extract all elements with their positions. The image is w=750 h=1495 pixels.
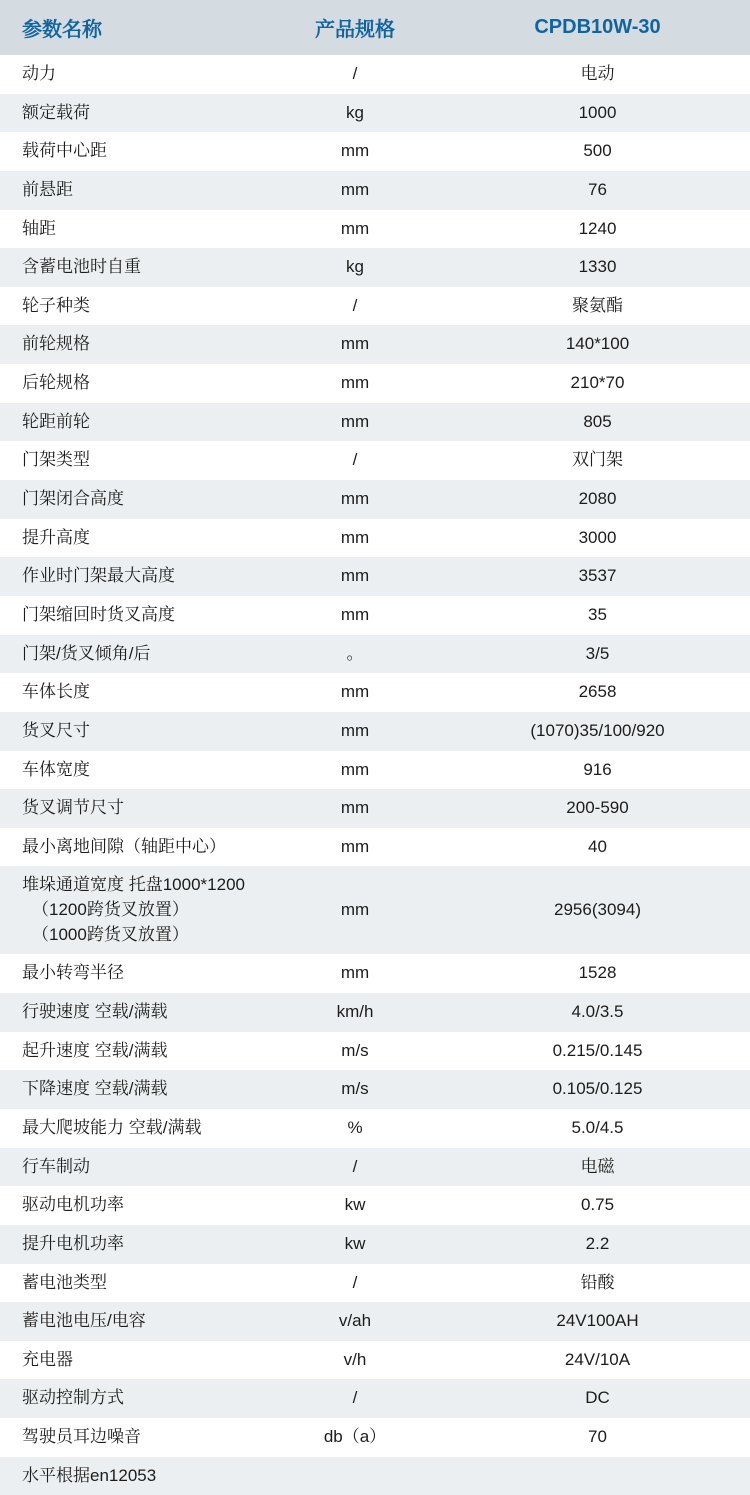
table-body (0, 55, 750, 1495)
cell-value: 210*70 (445, 364, 750, 403)
cell-unit: mm (265, 751, 445, 790)
cell-parameter-name: 最小转弯半径 (0, 954, 265, 993)
cell-value: 聚氨酯 (445, 287, 750, 326)
cell-unit: v/h (265, 1341, 445, 1380)
cell-parameter-name: 额定载荷 (0, 94, 265, 133)
cell-unit: mm (265, 480, 445, 519)
cell-parameter-name: 含蓄电池时自重 (0, 248, 265, 287)
cell-unit: mm (265, 673, 445, 712)
cell-value: 35 (445, 596, 750, 635)
cell-value: 0.105/0.125 (445, 1070, 750, 1109)
table-row (0, 248, 750, 287)
cell-parameter-name: 门架闭合高度 (0, 480, 265, 519)
cell-value: 200-590 (445, 789, 750, 828)
table-row (0, 441, 750, 480)
column-header-model: CPDB10W-30 (445, 0, 750, 55)
cell-unit: mm (265, 210, 445, 249)
cell-value: 916 (445, 751, 750, 790)
table-row (0, 210, 750, 249)
cell-unit: mm (265, 325, 445, 364)
cell-unit: mm (265, 519, 445, 558)
cell-parameter-name-line: 堆垛通道宽度 托盘1000*1200 (22, 875, 245, 895)
table-row (0, 557, 750, 596)
cell-parameter-name: 蓄电池电压/电容 (0, 1302, 265, 1341)
cell-parameter-name: 起升速度 空载/满载 (0, 1032, 265, 1071)
cell-unit: mm (265, 557, 445, 596)
cell-unit: mm (265, 403, 445, 442)
cell-unit: / (265, 1148, 445, 1187)
cell-unit: kw (265, 1225, 445, 1264)
cell-value: 500 (445, 132, 750, 171)
table-row (0, 94, 750, 133)
cell-value: 2956(3094) (445, 866, 750, 954)
cell-unit: v/ah (265, 1302, 445, 1341)
cell-parameter-name: 动力 (0, 55, 265, 94)
cell-parameter-name: 载荷中心距 (0, 132, 265, 171)
cell-parameter-name: 驾驶员耳边噪音 (0, 1418, 265, 1457)
cell-unit: / (265, 441, 445, 480)
cell-unit: 。 (265, 635, 445, 674)
table-row (0, 403, 750, 442)
cell-value: 4.0/3.5 (445, 993, 750, 1032)
table-row (0, 751, 750, 790)
cell-parameter-name: 行驶速度 空载/满载 (0, 993, 265, 1032)
table-row (0, 287, 750, 326)
cell-value: 5.0/4.5 (445, 1109, 750, 1148)
cell-unit: mm (265, 712, 445, 751)
cell-value: 铅酸 (445, 1264, 750, 1303)
cell-unit: m/s (265, 1032, 445, 1071)
table-row (0, 1225, 750, 1264)
cell-parameter-name: 提升电机功率 (0, 1225, 265, 1264)
cell-value: 电磁 (445, 1148, 750, 1187)
cell-parameter-name-line: （1200跨货叉放置） (32, 900, 189, 920)
cell-unit: mm (265, 171, 445, 210)
cell-value: 3537 (445, 557, 750, 596)
cell-parameter-name: 充电器 (0, 1341, 265, 1380)
cell-unit: km/h (265, 993, 445, 1032)
cell-parameter-name: 轮子种类 (0, 287, 265, 326)
cell-parameter-name: 车体长度 (0, 673, 265, 712)
cell-unit (265, 1457, 445, 1495)
cell-parameter-name: 行车制动 (0, 1148, 265, 1187)
cell-parameter-name: 后轮规格 (0, 364, 265, 403)
table-row (0, 789, 750, 828)
table-row (0, 480, 750, 519)
cell-parameter-name (0, 866, 265, 954)
cell-parameter-name: 轴距 (0, 210, 265, 249)
cell-parameter-name-line: （1000跨货叉放置） (32, 924, 189, 944)
table-row (0, 325, 750, 364)
cell-value: 76 (445, 171, 750, 210)
cell-value: 双门架 (445, 441, 750, 480)
cell-value: 2080 (445, 480, 750, 519)
table-row (0, 1070, 750, 1109)
cell-parameter-name: 货叉尺寸 (0, 712, 265, 751)
table-row (0, 132, 750, 171)
table-header (0, 0, 750, 55)
table-row (0, 673, 750, 712)
column-header-product-spec: 产品规格 (265, 0, 445, 55)
table-row (0, 1418, 750, 1457)
table-row (0, 828, 750, 867)
table-row (0, 519, 750, 558)
cell-unit: kg (265, 248, 445, 287)
cell-unit: / (265, 55, 445, 94)
cell-parameter-name: 车体宽度 (0, 751, 265, 790)
table-row (0, 171, 750, 210)
table-row (0, 712, 750, 751)
table-row (0, 596, 750, 635)
table-header-row (0, 0, 750, 55)
cell-value: 2.2 (445, 1225, 750, 1264)
cell-value: 2658 (445, 673, 750, 712)
cell-unit: % (265, 1109, 445, 1148)
table-row (0, 1457, 750, 1495)
cell-parameter-name: 最大爬坡能力 空载/满载 (0, 1109, 265, 1148)
cell-value: 1000 (445, 94, 750, 133)
cell-value: 0.75 (445, 1186, 750, 1225)
cell-parameter-name: 门架/货叉倾角/后 (0, 635, 265, 674)
cell-value: 0.215/0.145 (445, 1032, 750, 1071)
table-row (0, 1032, 750, 1071)
cell-parameter-name: 门架缩回时货叉高度 (0, 596, 265, 635)
table-row (0, 866, 750, 954)
cell-unit: mm (265, 828, 445, 867)
cell-value: 3000 (445, 519, 750, 558)
cell-value: 24V/10A (445, 1341, 750, 1380)
cell-value: 1528 (445, 954, 750, 993)
table-row (0, 1302, 750, 1341)
table-row (0, 954, 750, 993)
cell-unit: kw (265, 1186, 445, 1225)
cell-unit: mm (265, 596, 445, 635)
cell-value: DC (445, 1379, 750, 1418)
table-row (0, 635, 750, 674)
cell-parameter-name: 水平根据en12053 (0, 1457, 265, 1495)
cell-parameter-name: 前悬距 (0, 171, 265, 210)
table-row (0, 1379, 750, 1418)
cell-parameter-name: 蓄电池类型 (0, 1264, 265, 1303)
table-row (0, 1109, 750, 1148)
cell-value: 140*100 (445, 325, 750, 364)
cell-unit: / (265, 1264, 445, 1303)
table-row (0, 1264, 750, 1303)
cell-unit: mm (265, 789, 445, 828)
cell-parameter-name: 门架类型 (0, 441, 265, 480)
cell-parameter-name: 驱动控制方式 (0, 1379, 265, 1418)
column-header-parameter-name: 参数名称 (0, 0, 265, 55)
table-row (0, 1341, 750, 1380)
cell-value (445, 1457, 750, 1495)
cell-unit: db（a） (265, 1418, 445, 1457)
cell-parameter-name: 作业时门架最大高度 (0, 557, 265, 596)
cell-parameter-name: 轮距前轮 (0, 403, 265, 442)
cell-value: 3/5 (445, 635, 750, 674)
cell-unit: / (265, 1379, 445, 1418)
cell-value: 电动 (445, 55, 750, 94)
cell-value: 70 (445, 1418, 750, 1457)
cell-value: 24V100AH (445, 1302, 750, 1341)
cell-parameter-name: 提升高度 (0, 519, 265, 558)
table-row (0, 1148, 750, 1187)
cell-unit: mm (265, 866, 445, 954)
cell-parameter-name: 最小离地间隙（轴距中心） (0, 828, 265, 867)
table-row (0, 364, 750, 403)
table-row (0, 55, 750, 94)
cell-parameter-name: 货叉调节尺寸 (0, 789, 265, 828)
cell-value: 1240 (445, 210, 750, 249)
cell-parameter-name: 前轮规格 (0, 325, 265, 364)
cell-value: (1070)35/100/920 (445, 712, 750, 751)
cell-parameter-name: 驱动电机功率 (0, 1186, 265, 1225)
cell-unit: kg (265, 94, 445, 133)
cell-parameter-name: 下降速度 空载/满载 (0, 1070, 265, 1109)
cell-value: 805 (445, 403, 750, 442)
table-row (0, 993, 750, 1032)
cell-value: 1330 (445, 248, 750, 287)
cell-unit: / (265, 287, 445, 326)
cell-unit: mm (265, 132, 445, 171)
cell-value: 40 (445, 828, 750, 867)
cell-unit: mm (265, 954, 445, 993)
cell-unit: m/s (265, 1070, 445, 1109)
cell-unit: mm (265, 364, 445, 403)
table-row (0, 1186, 750, 1225)
